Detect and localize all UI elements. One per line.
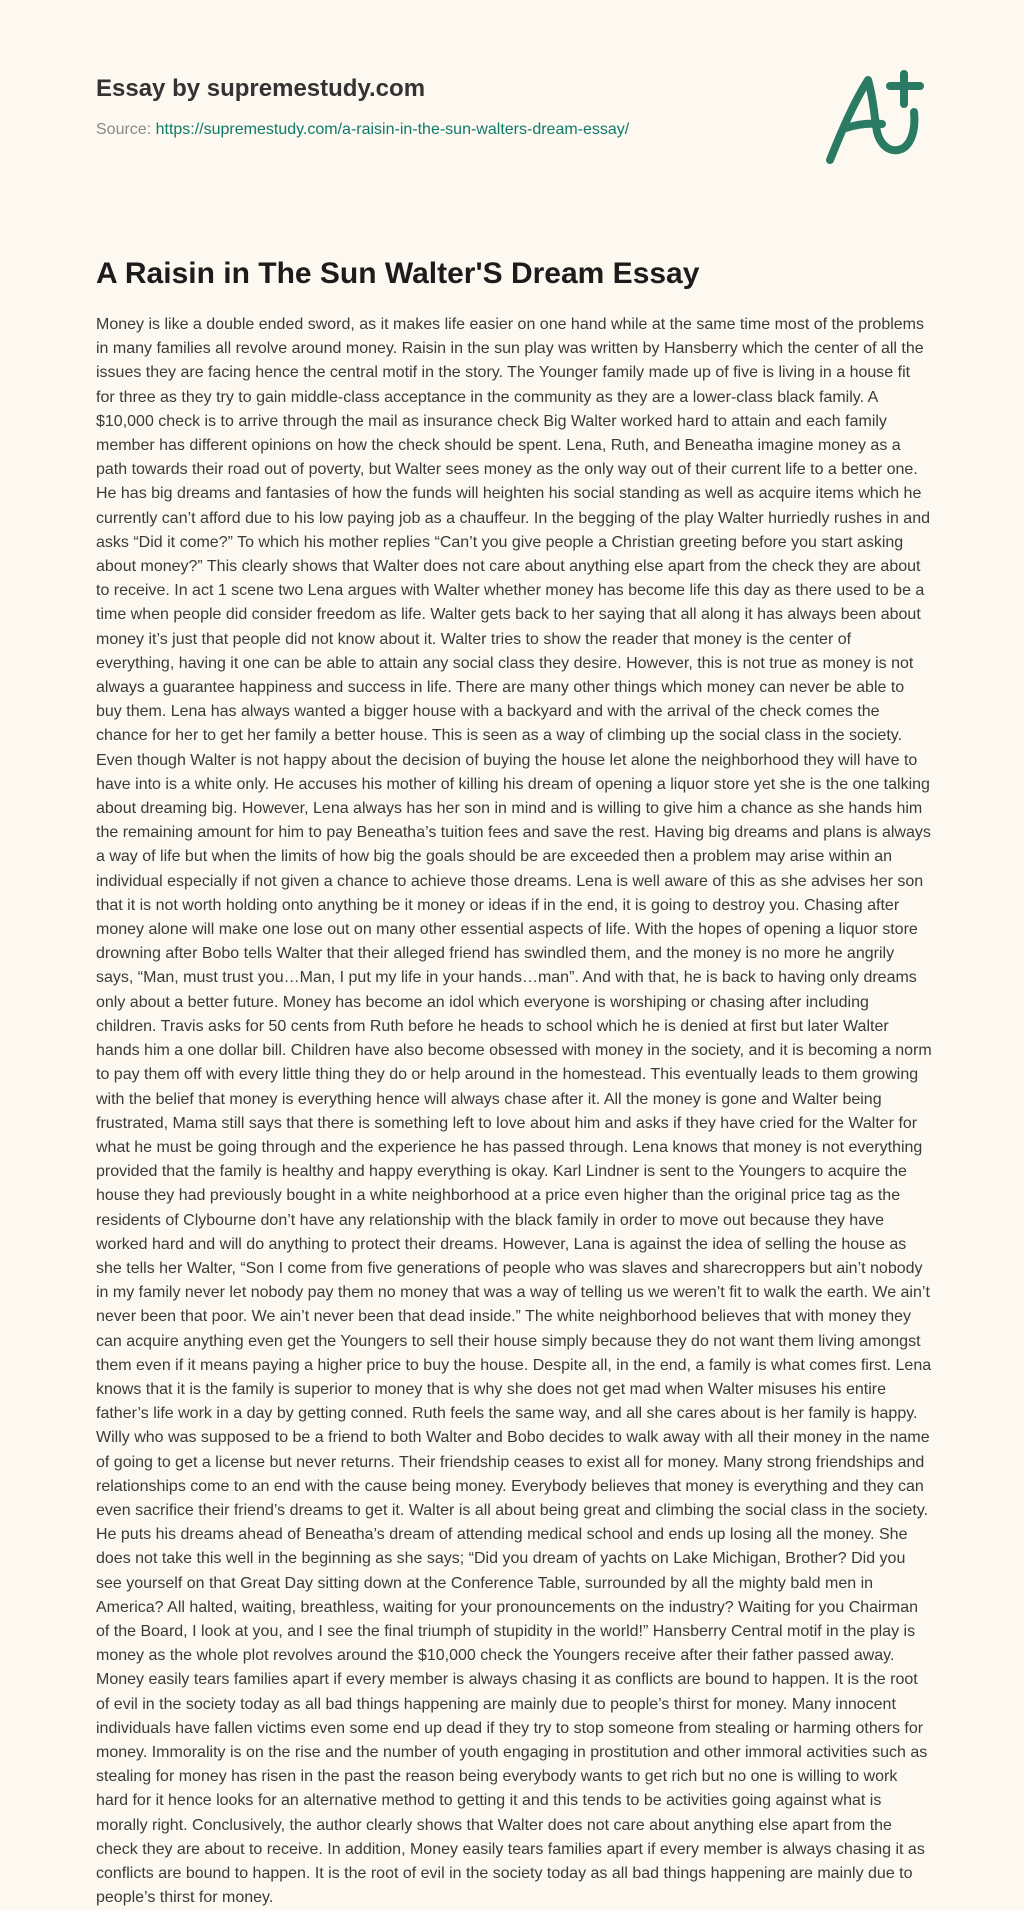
- essay-title: A Raisin in The Sun Walter'S Dream Essay: [96, 257, 700, 290]
- page-header: [96, 74, 796, 140]
- site-title: Essay by supremestudy.com: [96, 75, 426, 102]
- a-plus-grade-logo-icon: [824, 68, 928, 168]
- source-label: Source:: [96, 121, 152, 138]
- source-line: [96, 120, 796, 140]
- logo-graphic: [824, 68, 928, 168]
- source-link[interactable]: https://supremestudy.com/a-raisin-in-the-sun-walters-dream-essay/: [155, 121, 630, 138]
- essay-body: Money is like a double ended sword, as it makes life easier on one hand while at the same time most of the problems in many families all revolve around money. Raisin in the sun play was written by Hansberry which the center of all the issues they are facing hence the central motif in the story. The Younger family made up of five is living in a house fit for three as they try to gain middle-class acceptance in the community as they are a lower-class black family. A $10,000 check is to arrive through the mail as insurance check Big Walter worked hard to attain and each family member has different opinions on how the check should be spent. Lena, Ruth, and Beneatha imagine money as a path towards their road out of poverty, but Walter sees money as the only way out of their current life to a better one. He has big dreams and fantasies of how the funds will heighten his social standing as well as acquire items which he currently can’t afford due to his low paying job as a chauffeur. In the begging of the play Walter hurriedly rushes in and asks “Did it come?” To which his mother replies “Can’t you give people a Christian greeting before you start asking about money?” This clearly shows that Walter does not care about anything else apart from the check they are about to receive. In act 1 scene two Lena argues with Walter whether money has become life this day as there used to be a time when people did consider freedom as life. Walter gets back to her saying that all along it has always been about money it’s just that people did not know about it. Walter tries to show the reader that money is the center of everything, having it one can be able to attain any social class they desire. However, this is not true as money is not always a guarantee happiness and success in life. There are many other things which money can never be able to buy them. Lena has always wanted a bigger house with a backyard and with the arrival of the check comes the chance for her to get her family a better house. This is seen as a way of climbing up the social class in the society. Even though Walter is not happy about the decision of buying the house let alone the neighborhood they will have to have into is a white only. He accuses his mother of killing his dream of opening a liquor store yet she is the one talking about dreaming big. However, Lena always has her son in mind and is willing to give him a chance as she hands him the remaining amount for him to pay Beneatha’s tuition fees and save the rest. Having big dreams and plans is always a way of life but when the limits of how big the goals should be are exceeded then a problem may arise within an individual especially if not given a chance to achieve those dreams. Lena is well aware of this as she advises her son that it is not worth holding onto anything be it money or ideas if in the end, it is going to destroy you. Chasing after money alone will make one lose out on many other essential aspects of life. With the hopes of opening a liquor store drowning after Bobo tells Walter that their alleged friend has swindled them, and the money is no more he angrily says, “Man, must trust you…Man, I put my life in your hands…man”. And with that, he is back to having only dreams only about a better future. Money has become an idol which everyone is worshiping or chasing after including children. Travis asks for 50 cents from Ruth before he heads to school which he is denied at first but later Walter hands him a one dollar bill. Children have also become obsessed with money in the society, and it is becoming a norm to pay them off with every little thing they do or help around in the homestead. This eventually leads to them growing with the belief that money is everything hence will always chase after it. All the money is gone and Walter being frustrated, Mama still says that there is something left to love about him and asks if they have cried for the Walter for what he must be going through and the experience he has passed through. Lena knows that money is not everything provided that the family is healthy and happy everything is okay. Karl Lindner is sent to the Youngers to acquire the house they had previously bought in a white neighborhood at a price even higher than the original price tag as the residents of Clybourne don’t have any relationship with the black family in order to move out because they have worked hard and will do anything to protect their dreams. However, Lana is against the idea of selling the house as she tells her Walter, “Son I come from five generations of people who was slaves and sharecroppers but ain’t nobody in my family never let nobody pay them no money that was a way of telling us we weren’t fit to walk the earth. We ain’t never been that poor. We ain’t never been that dead inside.” The white neighborhood believes that with money they can acquire anything even get the Youngers to sell their house simply because they do not want them living amongst them even if it means paying a higher price to buy the house. Despite all, in the end, a family is what comes first. Lena knows that it is the family is superior to money that is why she does not get mad when Walter misuses his entire father’s life work in a day by getting conned. Ruth feels the same way, and all she cares about is her family is happy. Willy who was supposed to be a friend to both Walter and Bobo decides to walk away with all their money in the name of going to get a license but never returns. Their friendship ceases to exist all for money. Many strong friendships and relationships come to an end with the cause being money. Everybody believes that money is everything and they can even sacrifice their friend’s dreams to get it. Walter is all about being great and climbing the social class in the society. He puts his dreams ahead of Beneatha’s dream of attending medical school and ends up losing all the money. She does not take this well in the beginning as she says; “Did you dream of yachts on Lake Michigan, Brother? Did you see yourself on that Great Day sitting down at the Conference Table, surrounded by all the mighty bald men in America? All halted, waiting, breathless, waiting for your pronouncements on the industry? Waiting for you Chairman of the Board, I look at you, and I see the final triumph of stupidity in the world!” Hansberry Central motif in the play is money as the whole plot revolves around the $10,000 check the Youngers receive after their father passed away. Money easily tears families apart if every member is always chasing it as conflicts are bound to happen. It is the root of evil in the society today as all bad things happening are mainly due to people’s thirst for money. Many innocent individuals have fallen victims even some end up dead if they try to stop someone from stealing or harming others for money. Immorality is on the rise and the number of youth engaging in prostitution and other immoral activities such as stealing for money has risen in the past the reason being everybody wants to get rich but no one is willing to work hard for it hence looks for an alternative method to getting it and this tends to be activities going against what is morally right. Conclusively, the author clearly shows that Walter does not care about anything else apart from the check they are about to receive. In addition, Money easily tears families apart if every member is always chasing it as conflicts are bound to happen. It is the root of evil in the society today as all bad things happening are mainly due to people’s thirst for money.: [96, 316, 932, 1907]
